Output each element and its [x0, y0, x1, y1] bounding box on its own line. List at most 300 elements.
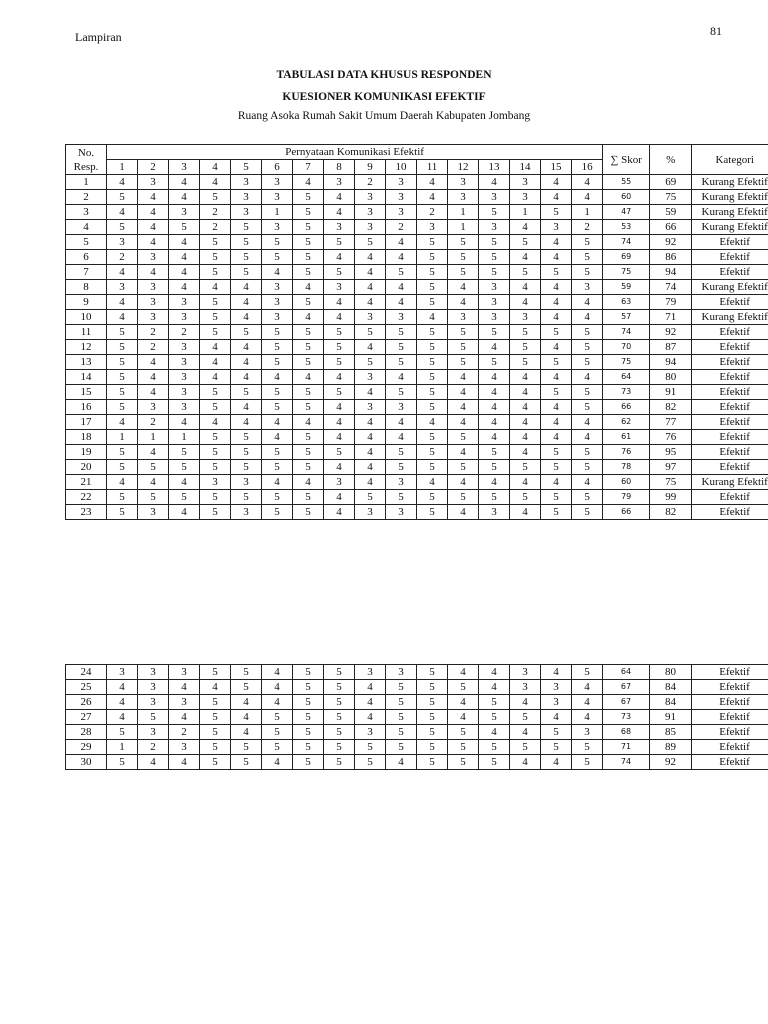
score-cell: 5: [200, 325, 231, 340]
score-cell: 5: [107, 490, 138, 505]
score-cell: 4: [479, 725, 510, 740]
score-cell: 5: [169, 445, 200, 460]
score-cell: 4: [417, 190, 448, 205]
score-cell: 4: [231, 355, 262, 370]
score-cell: 2: [386, 220, 417, 235]
category-cell: Efektif: [692, 235, 768, 250]
score-cell: 4: [107, 205, 138, 220]
total-score-cell: 75: [603, 265, 650, 280]
score-cell: 3: [231, 505, 262, 520]
score-cell: 4: [510, 295, 541, 310]
total-score-cell: 67: [603, 680, 650, 695]
score-cell: 4: [262, 680, 293, 695]
respondent-number-cell: 1: [66, 175, 107, 190]
score-cell: 5: [293, 400, 324, 415]
score-cell: 4: [510, 430, 541, 445]
score-cell: 5: [324, 445, 355, 460]
score-cell: 5: [417, 740, 448, 755]
respondent-number-cell: 3: [66, 205, 107, 220]
table-body-continued: [66, 665, 768, 770]
score-cell: 1: [448, 205, 479, 220]
score-cell: 5: [541, 740, 572, 755]
percent-cell: 80: [650, 665, 692, 680]
category-cell: Efektif: [692, 755, 768, 770]
category-cell: Efektif: [692, 445, 768, 460]
score-cell: 2: [138, 325, 169, 340]
total-score-cell: 74: [603, 235, 650, 250]
category-cell: Kurang Efektif: [692, 205, 768, 220]
score-cell: 3: [355, 505, 386, 520]
score-cell: 5: [541, 385, 572, 400]
score-cell: 5: [200, 190, 231, 205]
score-cell: 5: [293, 430, 324, 445]
score-cell: 4: [510, 415, 541, 430]
score-cell: 4: [386, 280, 417, 295]
score-cell: 5: [200, 695, 231, 710]
score-cell: 4: [107, 175, 138, 190]
percent-cell: 92: [650, 325, 692, 340]
score-cell: 5: [417, 710, 448, 725]
score-cell: 4: [510, 220, 541, 235]
respondent-number-cell: 30: [66, 755, 107, 770]
score-cell: 4: [448, 665, 479, 680]
respondent-number-cell: 6: [66, 250, 107, 265]
table-row: [66, 680, 768, 695]
score-cell: 5: [107, 445, 138, 460]
score-cell: 4: [541, 430, 572, 445]
score-cell: 5: [479, 325, 510, 340]
score-cell: 4: [231, 340, 262, 355]
questionnaire-title: KUESIONER KOMUNIKASI EFEKTIF: [282, 91, 486, 103]
respondent-number-cell: 23: [66, 505, 107, 520]
score-cell: 5: [479, 250, 510, 265]
category-cell: Efektif: [692, 680, 768, 695]
score-cell: 4: [541, 710, 572, 725]
score-cell: 5: [324, 265, 355, 280]
score-cell: 5: [572, 385, 603, 400]
score-cell: 3: [169, 695, 200, 710]
total-score-cell: 66: [603, 400, 650, 415]
score-cell: 5: [448, 355, 479, 370]
score-cell: 5: [262, 445, 293, 460]
header-item-number: 5: [231, 160, 262, 175]
score-cell: 5: [138, 460, 169, 475]
score-cell: 4: [231, 295, 262, 310]
score-cell: 5: [324, 235, 355, 250]
score-cell: 4: [324, 400, 355, 415]
score-cell: 1: [448, 220, 479, 235]
score-cell: 4: [448, 475, 479, 490]
respondent-number-cell: 29: [66, 740, 107, 755]
score-cell: 5: [107, 505, 138, 520]
category-cell: Efektif: [692, 415, 768, 430]
percent-cell: 86: [650, 250, 692, 265]
category-cell: Efektif: [692, 325, 768, 340]
score-cell: 3: [262, 220, 293, 235]
score-cell: 5: [262, 340, 293, 355]
score-cell: 4: [169, 175, 200, 190]
score-cell: 3: [138, 175, 169, 190]
score-cell: 4: [107, 475, 138, 490]
respondent-data-table: [65, 144, 768, 520]
score-cell: 5: [262, 725, 293, 740]
score-cell: 5: [417, 725, 448, 740]
score-cell: 4: [324, 250, 355, 265]
total-score-cell: 75: [603, 355, 650, 370]
score-cell: 3: [138, 665, 169, 680]
percent-cell: 79: [650, 295, 692, 310]
table-row: [66, 385, 768, 400]
score-cell: 5: [417, 325, 448, 340]
score-cell: 5: [417, 400, 448, 415]
percent-cell: 84: [650, 680, 692, 695]
percent-cell: 91: [650, 710, 692, 725]
score-cell: 5: [293, 460, 324, 475]
score-cell: 5: [200, 295, 231, 310]
score-cell: 3: [138, 505, 169, 520]
total-score-cell: 73: [603, 385, 650, 400]
score-cell: 5: [324, 355, 355, 370]
score-cell: 4: [107, 710, 138, 725]
score-cell: 3: [541, 680, 572, 695]
percent-cell: 77: [650, 415, 692, 430]
score-cell: 5: [541, 725, 572, 740]
score-cell: 4: [448, 400, 479, 415]
score-cell: 3: [231, 175, 262, 190]
page-number: 81: [710, 24, 722, 38]
table-row: [66, 205, 768, 220]
score-cell: 4: [324, 460, 355, 475]
category-cell: Efektif: [692, 295, 768, 310]
score-cell: 5: [200, 755, 231, 770]
score-cell: 3: [324, 280, 355, 295]
header-item-number: 12: [448, 160, 479, 175]
table-row: [66, 415, 768, 430]
score-cell: 5: [417, 505, 448, 520]
score-cell: 3: [355, 400, 386, 415]
score-cell: 4: [231, 370, 262, 385]
score-cell: 3: [262, 310, 293, 325]
score-cell: 3: [200, 475, 231, 490]
table-row: [66, 445, 768, 460]
score-cell: 3: [169, 310, 200, 325]
score-cell: 5: [262, 400, 293, 415]
score-cell: 5: [200, 235, 231, 250]
category-cell: Efektif: [692, 385, 768, 400]
score-cell: 3: [231, 190, 262, 205]
score-cell: 5: [200, 665, 231, 680]
table-row: [66, 695, 768, 710]
score-cell: 4: [510, 475, 541, 490]
score-cell: 5: [231, 680, 262, 695]
percent-cell: 75: [650, 475, 692, 490]
score-cell: 5: [293, 340, 324, 355]
score-cell: 5: [448, 755, 479, 770]
score-cell: 5: [324, 665, 355, 680]
score-cell: 3: [169, 370, 200, 385]
header-item-number: 9: [355, 160, 386, 175]
score-cell: 4: [293, 475, 324, 490]
score-cell: 5: [138, 490, 169, 505]
score-cell: 4: [541, 250, 572, 265]
score-cell: 5: [417, 755, 448, 770]
score-cell: 3: [169, 385, 200, 400]
score-cell: 4: [293, 175, 324, 190]
score-cell: 3: [355, 665, 386, 680]
category-cell: Efektif: [692, 710, 768, 725]
score-cell: 2: [138, 340, 169, 355]
respondent-data-table-continued: [65, 664, 768, 770]
score-cell: 3: [541, 220, 572, 235]
score-cell: 4: [324, 370, 355, 385]
score-cell: 4: [510, 695, 541, 710]
percent-cell: 59: [650, 205, 692, 220]
header-category: Kategori: [692, 145, 768, 175]
score-cell: 3: [138, 310, 169, 325]
score-cell: 5: [448, 740, 479, 755]
score-cell: 4: [324, 505, 355, 520]
score-cell: 4: [200, 280, 231, 295]
score-cell: 3: [231, 205, 262, 220]
score-cell: 5: [479, 740, 510, 755]
respondent-number-cell: 22: [66, 490, 107, 505]
score-cell: 5: [262, 740, 293, 755]
category-cell: Kurang Efektif: [692, 280, 768, 295]
total-score-cell: 67: [603, 695, 650, 710]
score-cell: 2: [200, 220, 231, 235]
category-cell: Efektif: [692, 340, 768, 355]
total-score-cell: 78: [603, 460, 650, 475]
table-row: [66, 175, 768, 190]
score-cell: 5: [448, 340, 479, 355]
score-cell: 2: [572, 220, 603, 235]
category-cell: Kurang Efektif: [692, 475, 768, 490]
header-item-number: 13: [479, 160, 510, 175]
score-cell: 5: [386, 265, 417, 280]
score-cell: 5: [200, 430, 231, 445]
header-percent: %: [650, 145, 692, 175]
total-score-cell: 73: [603, 710, 650, 725]
score-cell: 5: [479, 710, 510, 725]
score-cell: 5: [324, 695, 355, 710]
score-cell: 5: [479, 355, 510, 370]
header-total-score: ∑ Skor: [603, 145, 650, 175]
score-cell: 4: [138, 235, 169, 250]
total-score-cell: 64: [603, 370, 650, 385]
score-cell: 5: [355, 755, 386, 770]
score-cell: 4: [169, 680, 200, 695]
score-cell: 4: [386, 755, 417, 770]
score-cell: 5: [293, 755, 324, 770]
score-cell: 5: [138, 710, 169, 725]
score-cell: 5: [293, 490, 324, 505]
respondent-number-cell: 27: [66, 710, 107, 725]
score-cell: 3: [262, 190, 293, 205]
category-cell: Efektif: [692, 355, 768, 370]
category-cell: Efektif: [692, 695, 768, 710]
score-cell: 5: [479, 490, 510, 505]
score-cell: 4: [541, 755, 572, 770]
header-item-number: 2: [138, 160, 169, 175]
score-cell: 4: [448, 295, 479, 310]
section-label: Lampiran: [75, 30, 122, 44]
score-cell: 5: [355, 490, 386, 505]
score-cell: 5: [262, 325, 293, 340]
score-cell: 5: [262, 355, 293, 370]
score-cell: 4: [541, 175, 572, 190]
score-cell: 4: [200, 340, 231, 355]
score-cell: 3: [479, 220, 510, 235]
score-cell: 4: [169, 505, 200, 520]
score-cell: 4: [541, 280, 572, 295]
table-row: [66, 355, 768, 370]
score-cell: 5: [386, 460, 417, 475]
score-cell: 5: [200, 725, 231, 740]
score-cell: 4: [262, 415, 293, 430]
score-cell: 4: [541, 295, 572, 310]
respondent-number-cell: 20: [66, 460, 107, 475]
respondent-number-cell: 13: [66, 355, 107, 370]
percent-cell: 76: [650, 430, 692, 445]
score-cell: 5: [293, 325, 324, 340]
score-cell: 3: [169, 295, 200, 310]
score-cell: 4: [355, 430, 386, 445]
respondent-number-cell: 21: [66, 475, 107, 490]
table-row: [66, 325, 768, 340]
score-cell: 5: [448, 490, 479, 505]
score-cell: 5: [386, 355, 417, 370]
score-cell: 4: [200, 175, 231, 190]
table-row: [66, 340, 768, 355]
score-cell: 4: [169, 475, 200, 490]
score-cell: 4: [293, 370, 324, 385]
score-cell: 2: [138, 740, 169, 755]
total-score-cell: 55: [603, 175, 650, 190]
score-cell: 2: [200, 205, 231, 220]
score-cell: 3: [386, 310, 417, 325]
score-cell: 4: [262, 475, 293, 490]
score-cell: 3: [386, 505, 417, 520]
total-score-cell: 62: [603, 415, 650, 430]
total-score-cell: 63: [603, 295, 650, 310]
score-cell: 5: [262, 505, 293, 520]
score-cell: 5: [572, 460, 603, 475]
score-cell: 3: [138, 695, 169, 710]
score-cell: 4: [324, 415, 355, 430]
score-cell: 5: [324, 340, 355, 355]
score-cell: 5: [262, 385, 293, 400]
score-cell: 3: [541, 695, 572, 710]
percent-cell: 66: [650, 220, 692, 235]
score-cell: 5: [355, 740, 386, 755]
score-cell: 5: [107, 340, 138, 355]
score-cell: 2: [138, 415, 169, 430]
score-cell: 4: [200, 370, 231, 385]
score-cell: 5: [231, 740, 262, 755]
total-score-cell: 59: [603, 280, 650, 295]
category-cell: Efektif: [692, 740, 768, 755]
score-cell: 3: [510, 665, 541, 680]
score-cell: 1: [138, 430, 169, 445]
score-cell: 3: [386, 205, 417, 220]
score-cell: 3: [448, 175, 479, 190]
score-cell: 5: [541, 460, 572, 475]
score-cell: 3: [355, 725, 386, 740]
score-cell: 5: [293, 740, 324, 755]
score-cell: 5: [293, 220, 324, 235]
score-cell: 3: [138, 400, 169, 415]
table-row: [66, 295, 768, 310]
category-cell: Efektif: [692, 490, 768, 505]
score-cell: 4: [169, 710, 200, 725]
respondent-number-cell: 8: [66, 280, 107, 295]
score-cell: 5: [479, 205, 510, 220]
score-cell: 4: [541, 415, 572, 430]
score-cell: 4: [479, 665, 510, 680]
score-cell: 4: [324, 490, 355, 505]
score-cell: 4: [231, 725, 262, 740]
score-cell: 4: [107, 680, 138, 695]
score-cell: 4: [572, 310, 603, 325]
table-row: [66, 755, 768, 770]
score-cell: 4: [355, 415, 386, 430]
header-item-number: 3: [169, 160, 200, 175]
score-cell: 4: [324, 190, 355, 205]
score-cell: 4: [138, 190, 169, 205]
score-cell: 5: [417, 235, 448, 250]
score-cell: 4: [510, 280, 541, 295]
score-cell: 4: [479, 680, 510, 695]
score-cell: 3: [169, 340, 200, 355]
score-cell: 3: [355, 205, 386, 220]
score-cell: 4: [448, 445, 479, 460]
respondent-number-cell: 24: [66, 665, 107, 680]
score-cell: 5: [293, 205, 324, 220]
total-score-cell: 60: [603, 190, 650, 205]
header-item-number: 15: [541, 160, 572, 175]
score-cell: 4: [572, 295, 603, 310]
score-cell: 5: [107, 355, 138, 370]
score-cell: 5: [324, 385, 355, 400]
score-cell: 4: [200, 355, 231, 370]
respondent-number-cell: 28: [66, 725, 107, 740]
score-cell: 4: [541, 310, 572, 325]
score-cell: 4: [231, 710, 262, 725]
score-cell: 5: [572, 265, 603, 280]
score-cell: 4: [510, 250, 541, 265]
table-row: [66, 220, 768, 235]
score-cell: 3: [107, 235, 138, 250]
score-cell: 5: [169, 490, 200, 505]
score-cell: 5: [293, 295, 324, 310]
score-cell: 5: [355, 325, 386, 340]
score-cell: 5: [231, 235, 262, 250]
percent-cell: 94: [650, 265, 692, 280]
score-cell: 1: [107, 430, 138, 445]
score-cell: 5: [572, 665, 603, 680]
score-cell: 5: [510, 340, 541, 355]
score-cell: 3: [479, 295, 510, 310]
score-cell: 5: [510, 740, 541, 755]
score-cell: 1: [107, 740, 138, 755]
score-cell: 3: [510, 175, 541, 190]
respondent-number-cell: 19: [66, 445, 107, 460]
score-cell: 4: [510, 505, 541, 520]
score-cell: 4: [262, 695, 293, 710]
score-cell: 5: [386, 740, 417, 755]
score-cell: 5: [386, 725, 417, 740]
category-cell: Kurang Efektif: [692, 220, 768, 235]
